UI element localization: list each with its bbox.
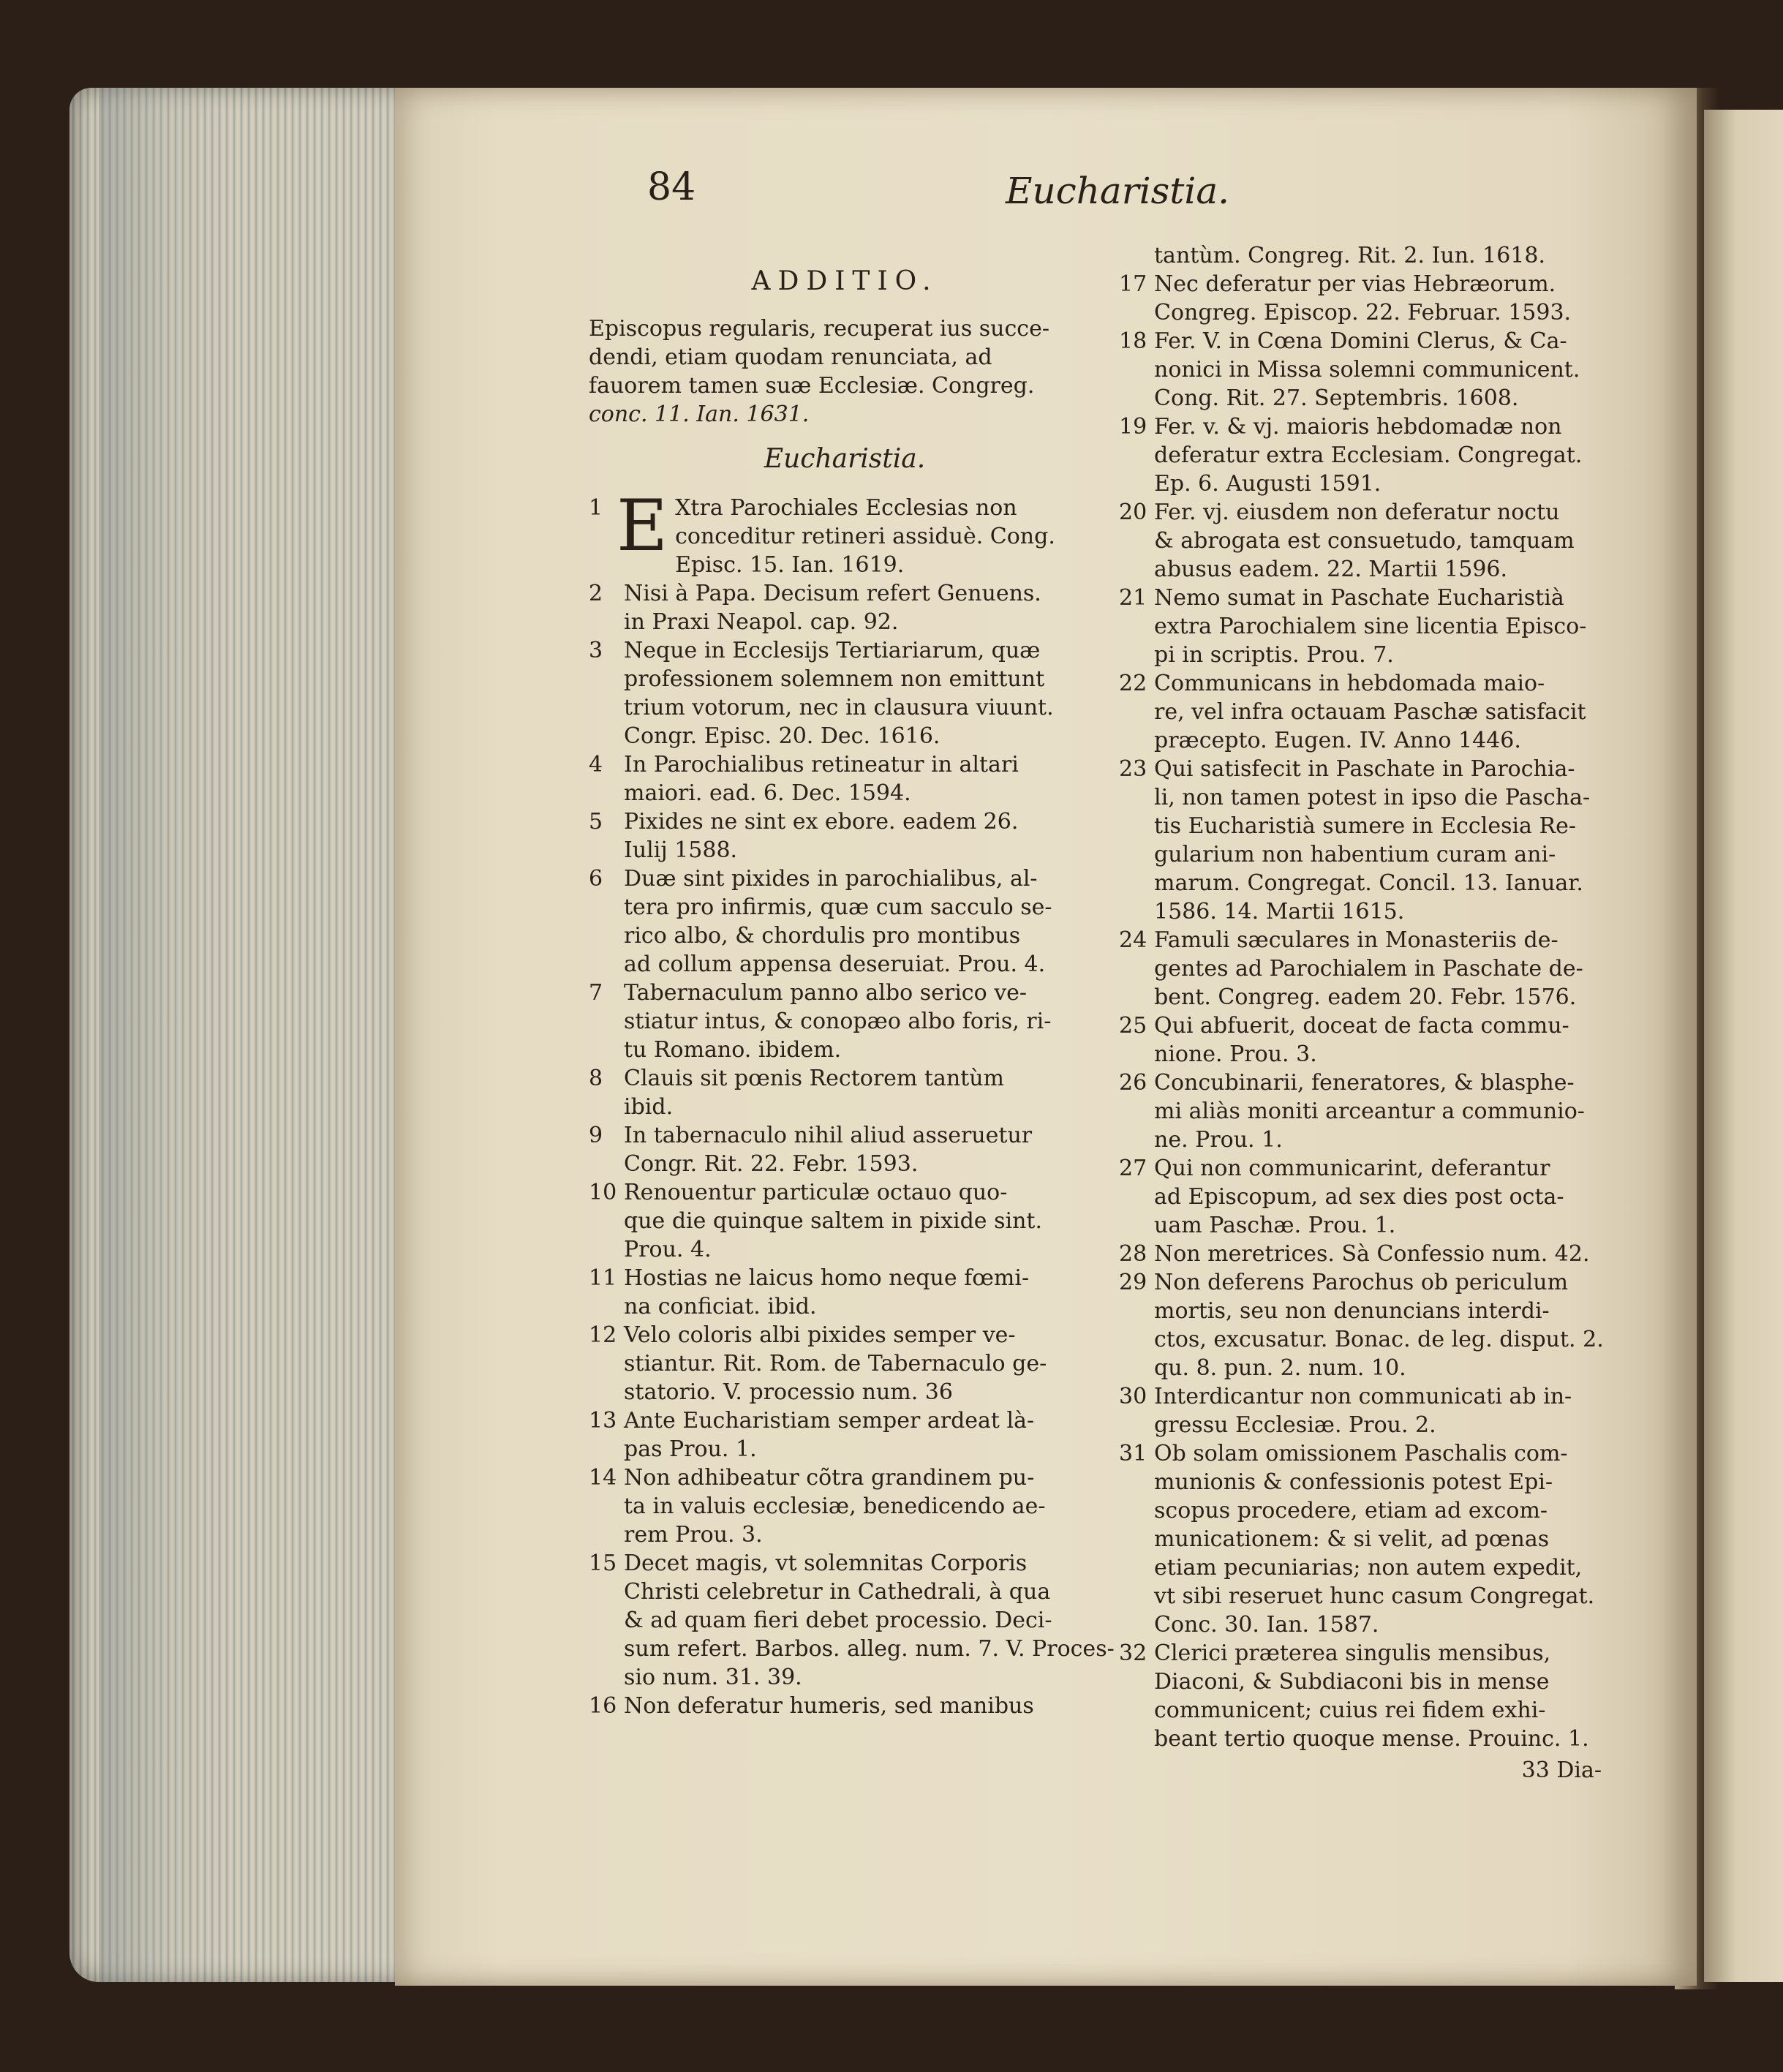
entry-text: communicent; cuius rei fidem exhi- (1154, 1698, 1546, 1723)
entry-line (589, 636, 1101, 665)
heading-additio: ADDITIO. (751, 266, 938, 296)
entry-line (1119, 698, 1624, 726)
entry-line (589, 950, 1101, 979)
entry-text: sum refert. Barbos. alleg. num. 7. V. Proces- (624, 1636, 1115, 1662)
entry-text: qu. 8. pun. 2. num. 10. (1154, 1355, 1406, 1381)
numbered-entry (1119, 498, 1624, 584)
entry-line (1119, 612, 1624, 641)
entry-number: 32 (1119, 1640, 1147, 1666)
additio-line: dendi, etiam quodam renunciata, ad (589, 344, 992, 370)
entry-line (1119, 1297, 1624, 1325)
entry-text: ad collum appensa deseruiat. Prou. 4. (624, 952, 1046, 977)
entry-text: pi in scriptis. Prou. 7. (1154, 642, 1394, 668)
entry-number: 11 (589, 1265, 617, 1291)
additio-line: Episcopus regularis, recuperat ius succe- (589, 316, 1049, 342)
entry-line (589, 1292, 1101, 1321)
entry-number: 12 (589, 1322, 617, 1348)
entry-line (1119, 470, 1624, 498)
entry-line (1119, 1097, 1624, 1126)
entry-text: beant tertio quoque mense. Prouinc. 1. (1154, 1726, 1589, 1752)
numbered-entry (589, 579, 1101, 636)
entry-line (1119, 1496, 1624, 1525)
entry-number: 14 (589, 1465, 617, 1491)
numbered-entry (589, 1178, 1101, 1264)
entry-number: 15 (589, 1551, 617, 1576)
entry-line: Xtra Parochiales Ecclesias non (675, 495, 1017, 521)
entry-line (1119, 1696, 1624, 1725)
entry-line (589, 1235, 1101, 1264)
entry-text: Velo coloris albi pixides semper ve- (624, 1322, 1016, 1348)
entry-line (1119, 355, 1624, 384)
entry-line (1119, 726, 1624, 755)
numbered-entry (589, 807, 1101, 864)
numbered-entry (589, 1406, 1101, 1463)
entry-line (589, 1578, 1101, 1606)
entry-number: 8 (589, 1066, 603, 1091)
entry-text: Ep. 6. Augusti 1591. (1154, 471, 1381, 497)
entry-text: Christi celebretur in Cathedrali, à qua (624, 1579, 1051, 1605)
entry-line (1119, 298, 1624, 327)
entry-line (1119, 1639, 1624, 1668)
entry-line (589, 1093, 1101, 1121)
entry-line (1119, 527, 1624, 555)
entry-line (1119, 1183, 1624, 1211)
entry-text: Famuli sæculares in Monasteriis de- (1154, 927, 1558, 953)
entry-text: Neque in Ecclesijs Tertiariarum, quæ (624, 638, 1041, 663)
entry-line (589, 1207, 1101, 1235)
entry-text: nione. Prou. 3. (1154, 1041, 1317, 1067)
text-block-edges (69, 88, 402, 1982)
entry-number: 2 (589, 581, 603, 606)
entry-line (589, 1606, 1101, 1635)
entry-line (1119, 812, 1624, 840)
entry-line (1119, 441, 1624, 470)
numbered-entry (1119, 1154, 1624, 1240)
entry-text: marum. Congregat. Concil. 13. Ianuar. (1154, 870, 1583, 896)
entry-line (589, 779, 1101, 807)
entry-number: 22 (1119, 671, 1147, 696)
entry-text: Nisi à Papa. Decisum refert Genuens. (624, 581, 1041, 606)
entry-text: maiori. ead. 6. Dec. 1594. (624, 780, 911, 806)
entry-text: re, vel infra octauam Paschæ satisfacit (1154, 699, 1586, 725)
entry-text: li, non tamen potest in ipso die Pascha- (1154, 785, 1591, 810)
entry-line (1119, 498, 1624, 527)
numbered-entry (1119, 327, 1624, 412)
entry-line (589, 1663, 1101, 1692)
entry-text: Decet magis, vt solemnitas Corporis (624, 1551, 1028, 1576)
entry-line (589, 1635, 1115, 1663)
entry-text: stiatur intus, & conopæo albo foris, ri- (624, 1009, 1052, 1034)
entry-number: 30 (1119, 1384, 1147, 1409)
numbered-entry (589, 1692, 1101, 1720)
entry-number: 10 (589, 1180, 617, 1205)
entry-text: 1586. 14. Martii 1615. (1154, 899, 1405, 924)
numbered-entry (1119, 926, 1624, 1011)
numbered-entry (589, 1264, 1101, 1321)
entry-text: munionis & confessionis potest Epi- (1154, 1469, 1553, 1495)
entry-text: Nec deferatur per vias Hebræorum. (1154, 271, 1556, 297)
entry-text: Congr. Episc. 20. Dec. 1616. (624, 723, 940, 749)
entry-text: mi aliàs moniti arceantur a communio- (1154, 1099, 1585, 1124)
numbered-entry (1119, 1439, 1624, 1639)
entry-text: tantùm. Congreg. Rit. 2. Iun. 1618. (1154, 243, 1545, 268)
numbered-entry (1119, 270, 1624, 327)
entry-line (1119, 1240, 1624, 1268)
entry-text: ctos, excusatur. Bonac. de leg. disput. 2. (1154, 1327, 1604, 1352)
entry-text: nonici in Missa solemni communicent. (1154, 357, 1580, 383)
entry-line (1119, 1439, 1624, 1468)
entry-text: Communicans in hebdomada maio- (1154, 671, 1545, 696)
entry-text: Tabernaculum panno albo serico ve- (624, 980, 1028, 1006)
entry-text: trium votorum, nec in clausura viuunt. (624, 695, 1054, 720)
entry-text: etiam pecuniarias; non autem expedit, (1154, 1555, 1583, 1581)
entry-text: extra Parochialem sine licentia Episco- (1154, 614, 1587, 639)
numbered-entry (1119, 1240, 1624, 1268)
entry-line (589, 1321, 1101, 1349)
entry-text: Concubinarii, feneratores, & blasphe- (1154, 1070, 1575, 1096)
page-number: 84 (647, 165, 696, 209)
entry-line (589, 1007, 1101, 1036)
entry-line (589, 1264, 1101, 1292)
entry-number: 26 (1119, 1070, 1147, 1096)
entry-text: tu Romano. ibidem. (624, 1037, 842, 1063)
entry-line (589, 836, 1101, 864)
entry-text: Pixides ne sint ex ebore. eadem 26. (624, 809, 1019, 835)
entry-text: Hostias ne laicus homo neque fœmi- (624, 1265, 1030, 1291)
entry-text: Congr. Rit. 22. Febr. 1593. (624, 1151, 919, 1177)
entry-number: 6 (589, 866, 603, 892)
entry-text: Ante Eucharistiam semper ardeat là- (624, 1408, 1035, 1434)
entry-line (1119, 1725, 1624, 1753)
entry-text: Nemo sumat in Paschate Eucharistià (1154, 585, 1564, 611)
entry-text: Congreg. Episcop. 22. Februar. 1593. (1154, 300, 1572, 325)
entry-line (589, 864, 1101, 893)
numbered-entry (1119, 412, 1624, 498)
left-column (589, 266, 1115, 1720)
entry-text: uam Paschæ. Prou. 1. (1154, 1213, 1396, 1238)
entry-line (1119, 1382, 1624, 1411)
entry-number: 31 (1119, 1441, 1147, 1466)
entry-number: 7 (589, 980, 603, 1006)
additio-line: conc. 11. Ian. 1631. (589, 402, 810, 427)
entry-number: 25 (1119, 1013, 1147, 1039)
numbered-entry (1119, 1268, 1624, 1382)
entry-line (1119, 584, 1624, 612)
entry-text: ibid. (624, 1094, 674, 1120)
entry-number: 3 (589, 638, 603, 663)
entry-line (589, 1150, 1101, 1178)
entry-text: Non meretrices. Sà Confessio num. 42. (1154, 1241, 1590, 1267)
entry-text: gentes ad Parochialem in Paschate de- (1154, 956, 1583, 982)
entry-line (1119, 1211, 1624, 1240)
entry-line (1119, 869, 1624, 897)
entry-text: Non deferens Parochus ob periculum (1154, 1270, 1569, 1295)
entry-text: tera pro infirmis, quæ cum sacculo se- (624, 894, 1052, 920)
entry-number: 4 (589, 752, 603, 777)
numbered-entry (1119, 1639, 1624, 1753)
entry-line (1119, 983, 1624, 1011)
entry-line (589, 1549, 1101, 1578)
entry-line (1119, 1468, 1624, 1496)
entry-number: 13 (589, 1408, 617, 1434)
entry-text: gularium non habentium curam ani- (1154, 842, 1556, 867)
entry-text: sio num. 31. 39. (624, 1665, 802, 1690)
entry-line (589, 722, 1101, 750)
entry-line (589, 1178, 1101, 1207)
numbered-entry (589, 485, 1101, 579)
entry-line (1119, 669, 1624, 698)
numbered-entry (589, 864, 1101, 979)
entry-line (589, 608, 1101, 636)
additio-line: fauorem tamen suæ Ecclesiæ. Congreg. (589, 373, 1035, 399)
entry-text: bent. Congreg. eadem 20. Febr. 1576. (1154, 984, 1577, 1010)
entry-line (589, 750, 1101, 779)
left-entries (589, 485, 1115, 1720)
entry-text: Renouentur particulæ octauo quo- (624, 1180, 1008, 1205)
entry-line (589, 1463, 1101, 1492)
entry-number: 1 (589, 495, 603, 521)
entry-line (589, 1435, 1101, 1463)
entry-number: 20 (1119, 500, 1147, 525)
numbered-entry (1119, 755, 1624, 926)
entry-line (589, 1521, 1101, 1549)
entry-text: Interdicantur non communicati ab in- (1154, 1384, 1572, 1409)
entry-number: 27 (1119, 1156, 1147, 1181)
entry-line (1119, 1325, 1624, 1354)
entry-text: Non adhibeatur cõtra grandinem pu- (624, 1465, 1035, 1491)
entry-line (589, 579, 1101, 608)
entry-number: 5 (589, 809, 603, 835)
entry-line (589, 1378, 1101, 1406)
entry-line (589, 1064, 1101, 1093)
heading-eucharistia: Eucharistia. (764, 444, 926, 474)
entry-text: municationem: & si velit, ad pœnas (1154, 1526, 1550, 1552)
entry-text: & ad quam fieri debet processio. Deci- (624, 1608, 1052, 1633)
entry-text: ne. Prou. 1. (1154, 1127, 1283, 1153)
entry-text: vt sibi reseruet hunc casum Congregat. (1154, 1583, 1595, 1609)
entry-line (1119, 1411, 1624, 1439)
entry-number: 23 (1119, 756, 1147, 782)
entry-text: in Praxi Neapol. cap. 92. (624, 609, 899, 635)
right-column (1119, 241, 1624, 1785)
entry-text: Qui non communicarint, deferantur (1154, 1156, 1550, 1181)
entry-text: deferatur extra Ecclesiam. Congregat. (1154, 442, 1583, 468)
entry-line (1119, 897, 1624, 926)
numbered-entry (589, 1121, 1101, 1178)
entry-line (589, 1349, 1101, 1378)
entry-text: scopus procedere, etiam ad excom- (1154, 1498, 1548, 1523)
entry-text: mortis, seu non denuncians interdi- (1154, 1298, 1550, 1324)
entry-line (589, 1492, 1101, 1521)
entry-line (1119, 327, 1624, 355)
entry-line (1119, 755, 1624, 783)
numbered-entry (1119, 1382, 1624, 1439)
entry-text: pas Prou. 1. (624, 1436, 757, 1462)
entry-text: rem Prou. 3. (624, 1522, 763, 1548)
entry-text: In Parochialibus retineatur in altari (624, 752, 1019, 777)
entry-line: conceditur retineri assiduè. Cong. (675, 524, 1055, 549)
numbered-entry (589, 1463, 1101, 1549)
entry-line (589, 1692, 1101, 1720)
entry-text: Cong. Rit. 27. Septembris. 1608. (1154, 385, 1519, 411)
entry-text: Qui abfuerit, doceat de facta commu- (1154, 1013, 1569, 1039)
entry-text: Conc. 30. Ian. 1587. (1154, 1612, 1379, 1638)
entry-line (589, 1121, 1101, 1150)
entry-line (589, 1036, 1101, 1064)
entry-line (1119, 1126, 1624, 1154)
facing-page-edge (1704, 110, 1783, 1982)
numbered-entry (1119, 669, 1624, 755)
numbered-entry (1119, 584, 1624, 669)
entry-text: Ob solam omissionem Paschalis com- (1154, 1441, 1568, 1466)
numbered-entry (1119, 1069, 1624, 1154)
entry-text: ad Episcopum, ad sex dies post octa- (1154, 1184, 1564, 1210)
entry-line: Episc. 15. Ian. 1619. (675, 552, 905, 578)
entry-line (589, 979, 1101, 1007)
entry-text: Prou. 4. (624, 1237, 712, 1262)
entry-number: 16 (589, 1693, 617, 1719)
entry-text: statorio. V. processio num. 36 (624, 1379, 953, 1405)
entry-text: rico albo, & chordulis pro montibus (624, 923, 1021, 949)
right-entries (1119, 241, 1624, 1753)
entry-line (1119, 1668, 1624, 1696)
entry-line (1119, 555, 1624, 584)
entry-line (1119, 954, 1624, 983)
entry-line (1119, 241, 1624, 270)
catchword: 33 Dia- (1521, 1758, 1602, 1783)
numbered-entry (589, 750, 1101, 807)
entry-text: na conficiat. ibid. (624, 1294, 817, 1319)
entry-line (1119, 1553, 1624, 1582)
entry-text: gressu Ecclesiæ. Prou. 2. (1154, 1412, 1436, 1438)
entry-line (589, 893, 1101, 922)
entry-text: Duæ sint pixides in parochialibus, al- (624, 866, 1038, 892)
numbered-entry (589, 979, 1101, 1064)
entry-number: 18 (1119, 328, 1147, 354)
entry-line (1119, 1582, 1624, 1610)
numbered-entry (1119, 241, 1624, 270)
entry-text: Diaconi, & Subdiaconi bis in mense (1154, 1669, 1550, 1695)
entry-number: 29 (1119, 1270, 1147, 1295)
drop-cap: E (617, 485, 668, 567)
entry-text: professionem solemnem non emittunt (624, 666, 1045, 692)
entry-text: abusus eadem. 22. Martii 1596. (1154, 557, 1508, 582)
entry-text: Fer. v. & vj. maioris hebdomadæ non (1154, 414, 1562, 440)
entry-line (1119, 1154, 1624, 1183)
entry-line (1119, 840, 1624, 869)
entry-number: 24 (1119, 927, 1147, 953)
entry-text: Iulij 1588. (624, 837, 738, 863)
entry-line (1119, 384, 1624, 412)
entry-text: præcepto. Eugen. IV. Anno 1446. (1154, 728, 1521, 753)
entry-text: & abrogata est consuetudo, tamquam (1154, 528, 1575, 554)
numbered-entry (1119, 1011, 1624, 1069)
entry-line (1119, 1354, 1624, 1382)
entry-line (1119, 1011, 1624, 1040)
numbered-entry (589, 1321, 1101, 1406)
entry-text: Fer. V. in Cœna Domini Clerus, & Ca- (1154, 328, 1567, 354)
running-head: Eucharistia. (1006, 170, 1230, 212)
entry-line (1119, 412, 1624, 441)
entry-line (1119, 926, 1624, 954)
entry-text: Non deferatur humeris, sed manibus (624, 1693, 1034, 1719)
entry-text: tis Eucharistià sumere in Ecclesia Re- (1154, 813, 1576, 839)
entry-line (1119, 1268, 1624, 1297)
entry-line (1119, 1610, 1624, 1639)
entry-line (1119, 270, 1624, 298)
numbered-entry (589, 1549, 1115, 1692)
entry-line (589, 922, 1101, 950)
entry-text: stiantur. Rit. Rom. de Tabernaculo ge- (624, 1351, 1047, 1376)
entry-text: Qui satisfecit in Paschate in Parochia- (1154, 756, 1575, 782)
entry-line (589, 807, 1101, 836)
entry-number: 9 (589, 1123, 603, 1148)
entry-line (1119, 1525, 1624, 1553)
entry-line (1119, 1040, 1624, 1069)
entry-text: ta in valuis ecclesiæ, benedicendo ae- (624, 1493, 1046, 1519)
entry-line (1119, 1069, 1624, 1097)
entry-line (1119, 783, 1624, 812)
additio-paragraph (589, 314, 1101, 429)
entry-text: que die quinque saltem in pixide sint. (624, 1208, 1042, 1234)
entry-line (589, 693, 1101, 722)
entry-number: 28 (1119, 1241, 1147, 1267)
entry-number: 19 (1119, 414, 1147, 440)
entry-line (1119, 641, 1624, 669)
entry-line (589, 1406, 1101, 1435)
entry-number: 21 (1119, 585, 1147, 611)
entry-text: Fer. vj. eiusdem non deferatur noctu (1154, 500, 1560, 525)
entry-line (589, 665, 1101, 693)
entry-number: 17 (1119, 271, 1147, 297)
entry-text: Clerici præterea singulis mensibus, (1154, 1640, 1551, 1666)
entry-text: Clauis sit pœnis Rectorem tantùm (624, 1066, 1005, 1091)
entry-text: In tabernaculo nihil aliud asseruetur (624, 1123, 1033, 1148)
numbered-entry (589, 1064, 1101, 1121)
numbered-entry (589, 636, 1101, 750)
